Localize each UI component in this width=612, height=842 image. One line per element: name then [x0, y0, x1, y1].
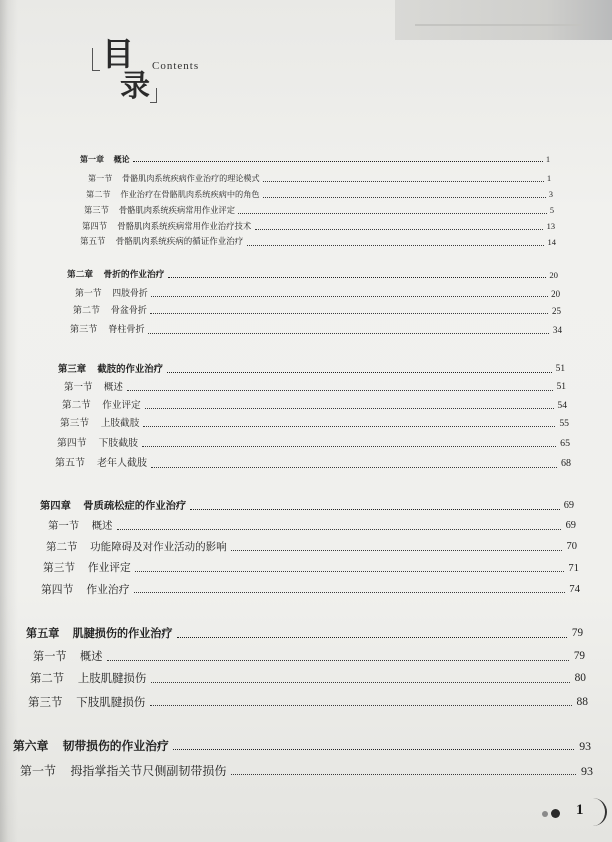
toc-section-5-1: [33, 649, 585, 665]
toc-chapter-1: [80, 154, 550, 165]
chapter-label: 第五章: [26, 627, 60, 640]
page-number: 14: [547, 237, 556, 247]
chapter-label: 第四章: [40, 500, 71, 512]
page-number: 74: [569, 583, 580, 595]
dot-leader: [177, 637, 568, 638]
dot-leader: [150, 705, 572, 706]
section-label: 第一节: [75, 289, 102, 299]
dot-leader: [151, 296, 547, 297]
chapter-title: 韧带损伤的作业治疗: [62, 739, 169, 753]
dot-leader: [133, 161, 543, 162]
dot-leader: [143, 426, 555, 427]
toc-chapter-3: [58, 363, 565, 376]
section-label: 第二节: [46, 541, 78, 553]
section-label: 第一节: [48, 520, 80, 532]
page-number: 69: [563, 500, 574, 511]
section-label: 第二节: [62, 400, 91, 411]
section-label: 第一节: [64, 382, 93, 393]
section-label: 第五节: [80, 237, 106, 247]
toc-section-2-2: [73, 305, 561, 318]
page-number: 51: [556, 382, 566, 392]
section-title: 骨骼肌肉系统疾病常用作业评定: [118, 205, 236, 215]
section-label: 第五节: [55, 458, 85, 469]
chapter-label: 第六章: [13, 739, 49, 753]
page-number: 51: [555, 364, 565, 374]
page-number: 93: [579, 739, 591, 753]
page-number: 80: [574, 672, 586, 684]
page-number: 20: [549, 270, 558, 280]
dot-leader: [238, 213, 546, 214]
toc-section-3-4: [57, 437, 570, 451]
dot-leader: [255, 229, 544, 230]
footer-swirl-ornament: [593, 798, 607, 826]
section-label: 第一节: [88, 173, 113, 183]
page-number: 5: [549, 206, 554, 215]
footer-dot-small: [542, 811, 548, 817]
running-header-band: [395, 0, 612, 40]
dot-leader: [142, 446, 556, 447]
section-title: 概述: [91, 520, 113, 532]
toc-title-char-2: 录: [120, 69, 150, 104]
dot-leader: [151, 467, 557, 468]
page-number: 79: [571, 627, 583, 639]
toc-chapter-4: [40, 499, 574, 513]
dot-leader: [168, 277, 546, 278]
section-title: 作业治疗: [86, 583, 130, 596]
dot-leader: [117, 529, 562, 530]
page-number: 3: [548, 190, 553, 199]
dot-leader: [167, 372, 552, 373]
section-label: 第四节: [57, 438, 87, 449]
dot-leader: [148, 333, 549, 334]
section-label: 第三节: [70, 325, 98, 335]
toc-section-4-4: [41, 582, 580, 597]
section-label: 第一节: [20, 764, 57, 778]
section-title: 四肢骨折: [112, 289, 148, 299]
page-number: 69: [565, 520, 576, 531]
chapter-label: 第三章: [58, 364, 87, 375]
header-rule: [415, 24, 582, 26]
section-title: 骨盆骨折: [110, 306, 147, 316]
folio-page-number: 1: [576, 802, 584, 818]
toc-section-2-1: [75, 288, 560, 300]
toc-section-3-1: [64, 381, 566, 394]
dot-leader: [145, 408, 554, 409]
section-title: 概述: [80, 650, 103, 663]
page-number: 65: [560, 438, 570, 449]
toc-section-5-3: [28, 694, 588, 710]
dot-leader: [151, 682, 570, 683]
section-label: 第二节: [86, 189, 111, 199]
chapter-title: 骨质疏松症的作业治疗: [83, 500, 187, 512]
page-number: 1: [546, 155, 550, 164]
section-title: 下肢肌腱损伤: [76, 695, 146, 709]
section-title: 下肢截肢: [98, 438, 139, 449]
chapter-title: 概论: [113, 155, 130, 164]
toc-section-6-1: [20, 763, 593, 780]
title-bracket-left: [92, 48, 100, 71]
page-number: 79: [573, 650, 585, 662]
toc-section-1-4: [82, 221, 555, 233]
page-number: 13: [546, 222, 555, 231]
section-label: 第四节: [41, 583, 74, 596]
chapter-label: 第一章: [80, 155, 104, 164]
dot-leader: [231, 774, 576, 775]
section-label: 第四节: [82, 221, 108, 231]
toc-section-4-2: [46, 540, 577, 555]
section-label: 第一节: [33, 650, 67, 663]
page-number: 20: [551, 289, 560, 299]
page-number: 71: [568, 562, 579, 574]
toc-section-5-2: [30, 671, 586, 687]
section-title: 拇指掌指关节尺侧副韧带损伤: [70, 764, 227, 778]
toc-chapter-6: [13, 738, 591, 755]
section-label: 第三节: [43, 561, 76, 574]
toc-section-3-3: [60, 417, 569, 431]
section-title: 概述: [103, 382, 123, 393]
dot-leader: [150, 313, 548, 314]
toc-section-4-3: [43, 561, 579, 576]
page-number: 68: [561, 458, 571, 469]
section-title: 骨骼肌肉系统疾病作业治疗的理论模式: [122, 173, 260, 183]
chapter-title: 骨折的作业治疗: [103, 270, 165, 280]
toc-section-1-5: [80, 237, 556, 249]
section-title: 骨骼肌肉系统疾病的循证作业治疗: [115, 237, 244, 247]
section-label: 第三节: [60, 418, 90, 429]
section-title: 作业治疗在骨骼肌肉系统疾病中的角色: [120, 189, 260, 199]
toc-chapter-5: [26, 626, 583, 642]
page-number: 93: [581, 764, 593, 778]
section-title: 上肢肌腱损伤: [77, 671, 147, 685]
dot-leader: [134, 592, 565, 593]
chapter-title: 截肢的作业治疗: [97, 364, 164, 375]
toc-section-3-2: [62, 399, 567, 412]
page-number: 88: [576, 696, 588, 708]
dot-leader: [135, 571, 564, 572]
dot-leader: [247, 245, 545, 246]
dot-leader: [190, 509, 559, 510]
dot-leader: [263, 181, 544, 182]
page-number: 55: [559, 418, 569, 429]
chapter-title: 肌腱损伤的作业治疗: [72, 627, 173, 640]
dot-leader: [127, 390, 553, 391]
dot-leader: [107, 660, 569, 661]
section-title: 上肢截肢: [100, 418, 140, 429]
section-title: 功能障碍及对作业活动的影响: [90, 541, 227, 553]
dot-leader: [263, 197, 546, 198]
section-label: 第二节: [73, 306, 101, 316]
page-number: 54: [557, 400, 567, 411]
toc-section-1-2: [86, 189, 553, 200]
section-label: 第二节: [30, 671, 65, 685]
section-label: 第三节: [28, 695, 63, 709]
section-title: 骨骼肌肉系统疾病常用作业治疗技术: [117, 221, 252, 231]
toc-section-2-3: [70, 324, 562, 337]
toc-chapter-2: [67, 269, 558, 281]
section-title: 作业评定: [102, 400, 141, 411]
page-number: 25: [552, 306, 561, 316]
section-label: 第三节: [84, 205, 109, 215]
section-title: 脊柱骨折: [108, 325, 145, 335]
page-number: 34: [552, 325, 562, 335]
dot-leader: [173, 749, 574, 750]
page-number: 1: [546, 174, 551, 183]
title-bracket-right: [150, 88, 157, 103]
section-title: 老年人截肢: [97, 458, 147, 469]
toc-title-char-1: 目: [102, 35, 135, 73]
toc-title-english: Contents: [152, 60, 200, 72]
dot-leader: [231, 550, 563, 551]
toc-section-4-1: [48, 519, 576, 534]
footer-dot-large: [551, 809, 560, 818]
page-number: 70: [566, 541, 577, 552]
toc-section-1-1: [88, 173, 551, 184]
chapter-label: 第二章: [67, 270, 94, 280]
section-title: 作业评定: [87, 561, 131, 574]
toc-section-3-5: [55, 457, 571, 471]
toc-section-1-3: [84, 205, 554, 217]
